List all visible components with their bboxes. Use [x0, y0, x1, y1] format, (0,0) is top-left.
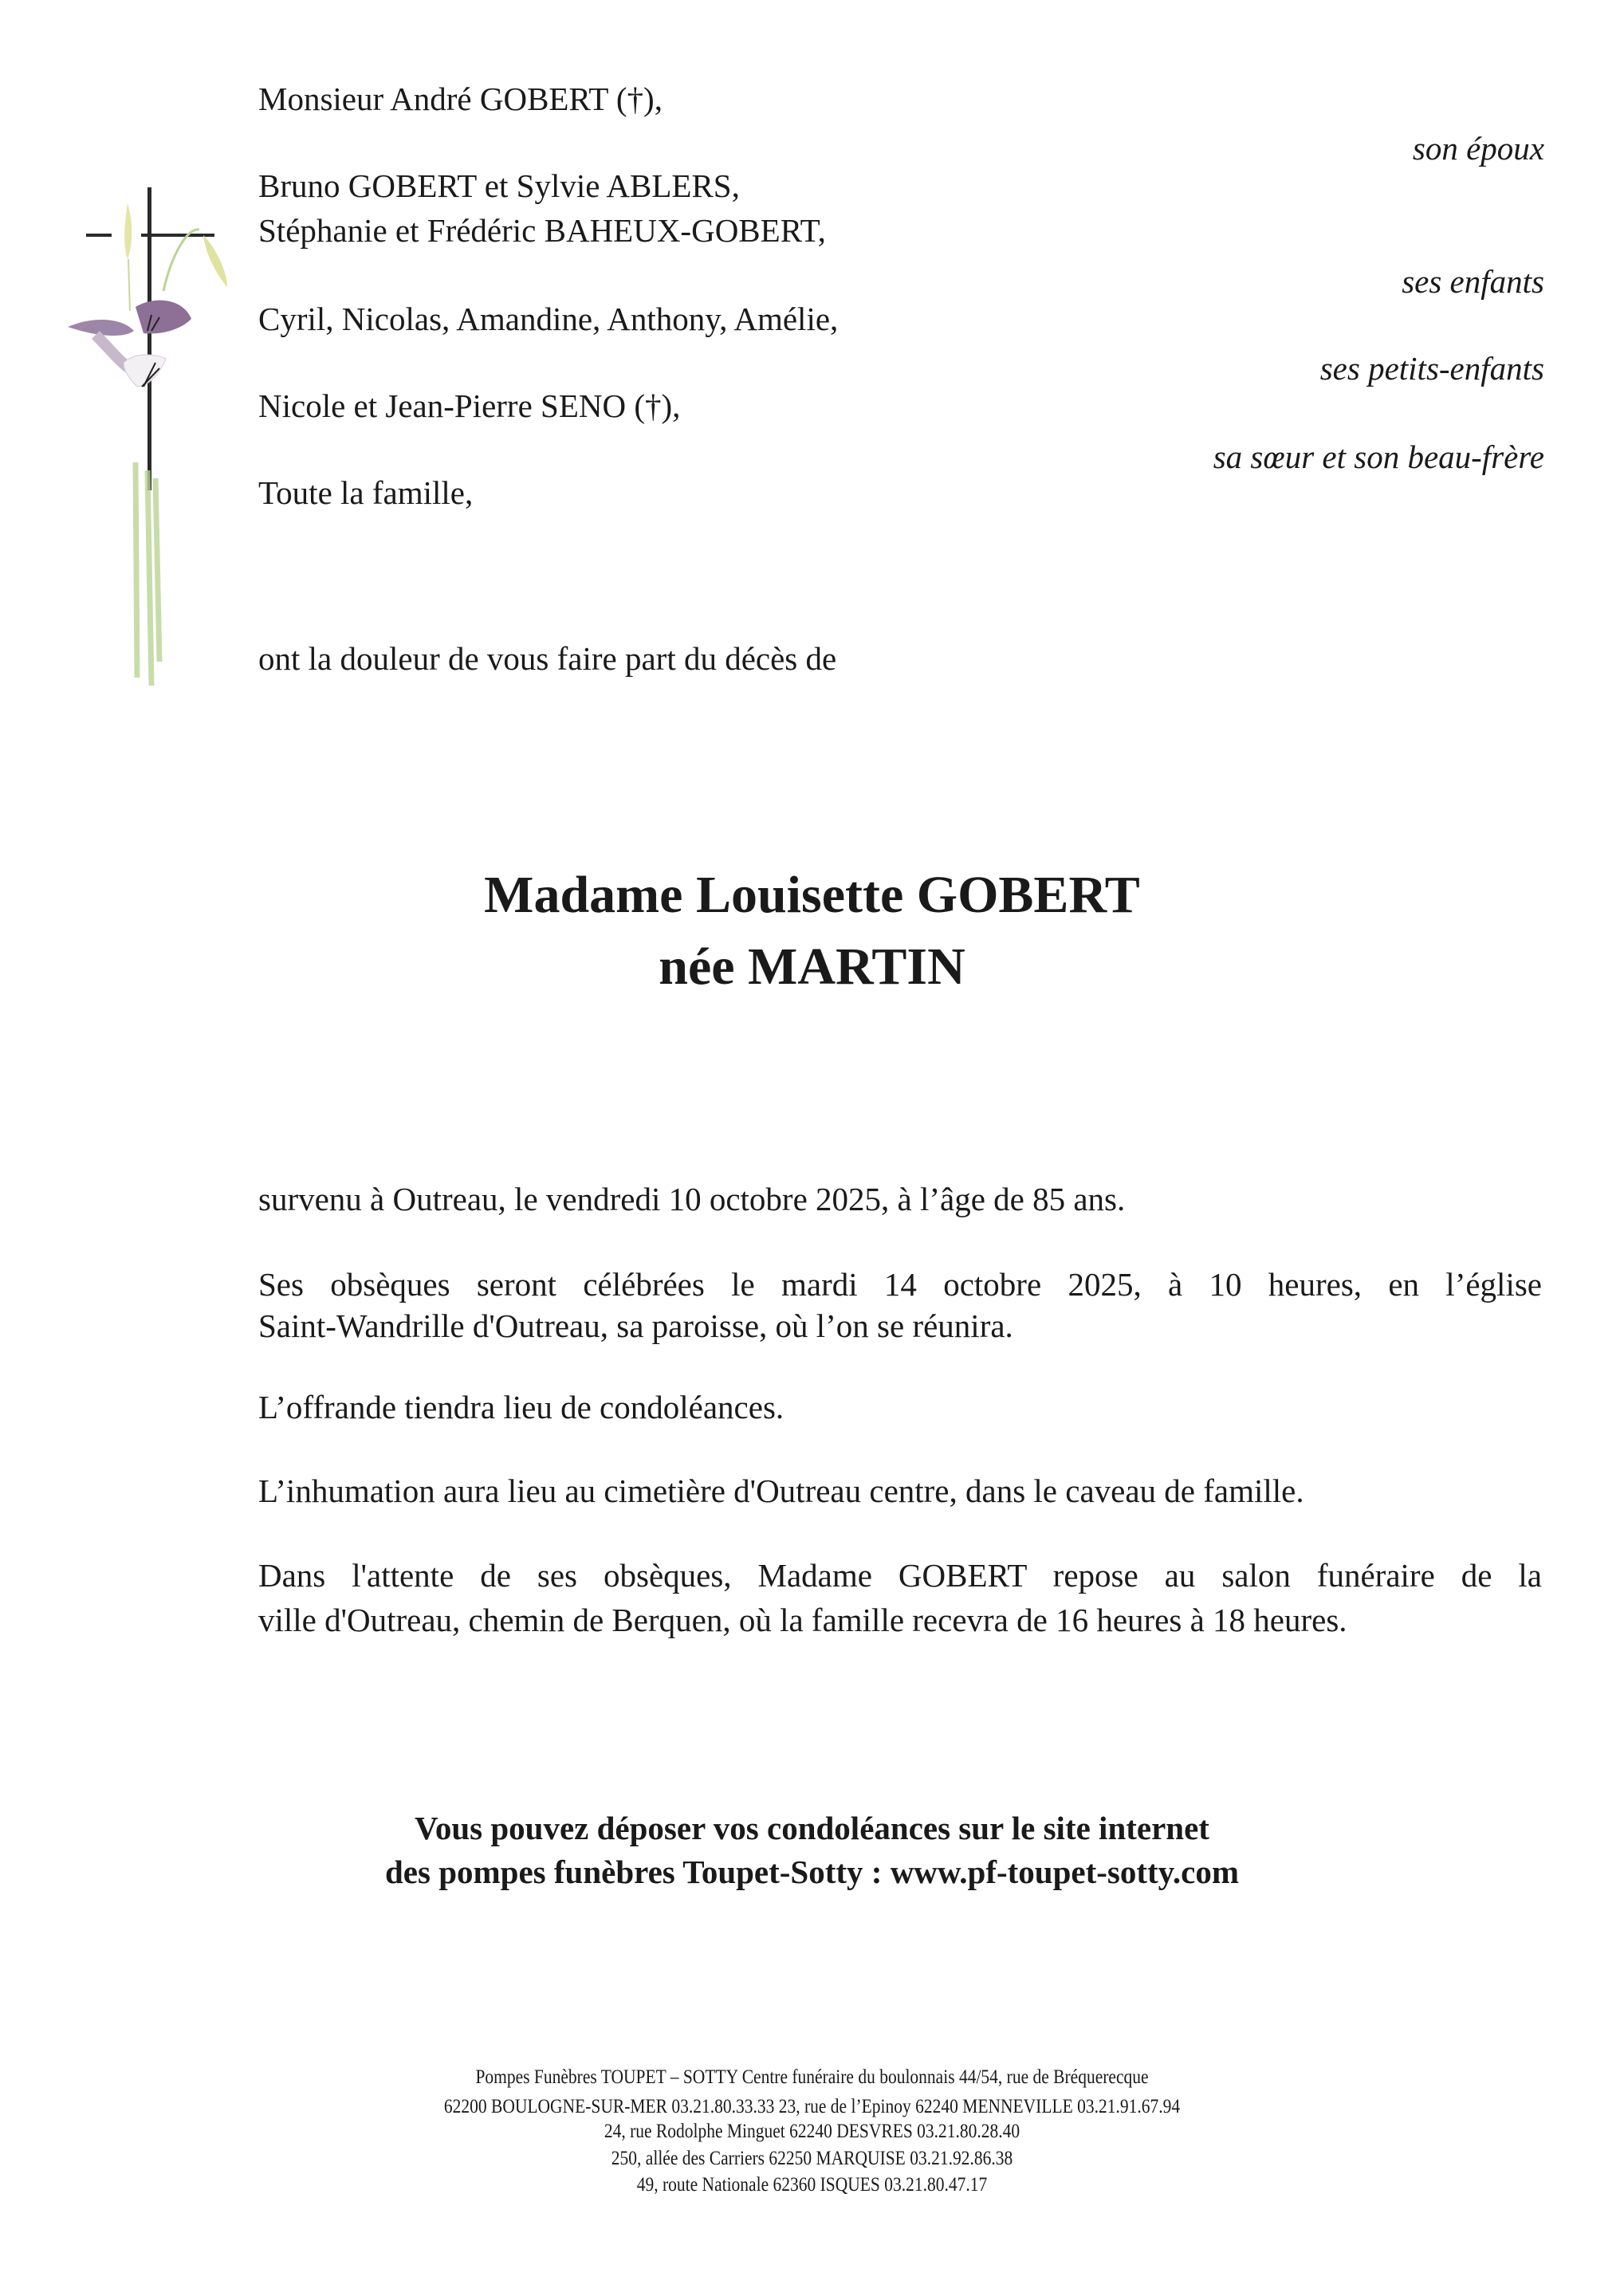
- burial-details: L’inhumation aura lieu au cimetière d'Outreau centre, dans le caveau de famille.: [258, 1472, 1304, 1509]
- family-line-children-2: Stéphanie et Frédéric BAHEUX-GOBERT,: [258, 212, 826, 249]
- announcement-text: ont la douleur de vous faire part du décès de: [258, 640, 837, 677]
- rest-details-1: Dans l'attente de ses obsèques, Madame GOBERT repose au salon funéraire de la: [258, 1557, 1542, 1594]
- deceased-name: Madame Louisette GOBERT: [484, 866, 1140, 924]
- funeral-details-1: Ses obsèques seront célébrées le mardi 14 octobre 2025, à 10 heures, en l’église: [258, 1266, 1542, 1303]
- relation-husband: son époux: [1412, 130, 1544, 167]
- footer-line: 62200 BOULOGNE-SUR-MER 03.21.80.33.33 23, rue de l’Epinoy 62240 MENNEVILLE 03.21.91.67.94: [443, 2096, 1181, 2117]
- footer-line: Pompes Funèbres TOUPET – SOTTY Centre funéraire du boulonnais 44/54, rue de Bréquerecque: [475, 2066, 1149, 2088]
- family-line-children-1: Bruno GOBERT et Sylvie ABLERS,: [258, 167, 740, 204]
- deceased-maiden-name: née MARTIN: [659, 938, 965, 996]
- footer-line: 250, allée des Carriers 62250 MARQUISE 03.21.92.86.38: [611, 2148, 1013, 2169]
- family-line-grandchildren: Cyril, Nicolas, Amandine, Anthony, Amélie,: [258, 301, 839, 337]
- relation-grandchildren: ses petits-enfants: [1319, 350, 1544, 387]
- relation-children: ses enfants: [1402, 263, 1544, 300]
- footer-line: 24, rue Rodolphe Minguet 62240 DESVRES 03.21.80.28.40: [604, 2121, 1020, 2142]
- death-details: survenu à Outreau, le vendredi 10 octobre 2025, à l’âge de 85 ans.: [258, 1181, 1126, 1217]
- rest-details-2: ville d'Outreau, chemin de Berquen, où la famille recevra de 16 heures à 18 heures.: [258, 1602, 1347, 1638]
- condolences-line-1: Vous pouvez déposer vos condoléances sur le site internet: [415, 1810, 1209, 1846]
- cross-with-calla-lily-illustration: [48, 159, 255, 702]
- family-line-all: Toute la famille,: [258, 474, 474, 511]
- funeral-details-2: Saint-Wandrille d'Outreau, sa paroisse, où l’on se réunira.: [258, 1307, 1013, 1344]
- family-line-sister: Nicole et Jean-Pierre SENO (†),: [258, 387, 681, 424]
- relation-sister: sa sœur et son beau-frère: [1213, 438, 1544, 475]
- offering-note: L’offrande tiendra lieu de condoléances.: [258, 1389, 784, 1425]
- family-line-husband: Monsieur André GOBERT (†),: [258, 81, 663, 117]
- footer-line: 49, route Nationale 62360 ISQUES 03.21.80.47.17: [636, 2174, 988, 2196]
- condolences-line-2: des pompes funèbres Toupet-Sotty : www.pf-toupet-sotty.com: [385, 1854, 1239, 1890]
